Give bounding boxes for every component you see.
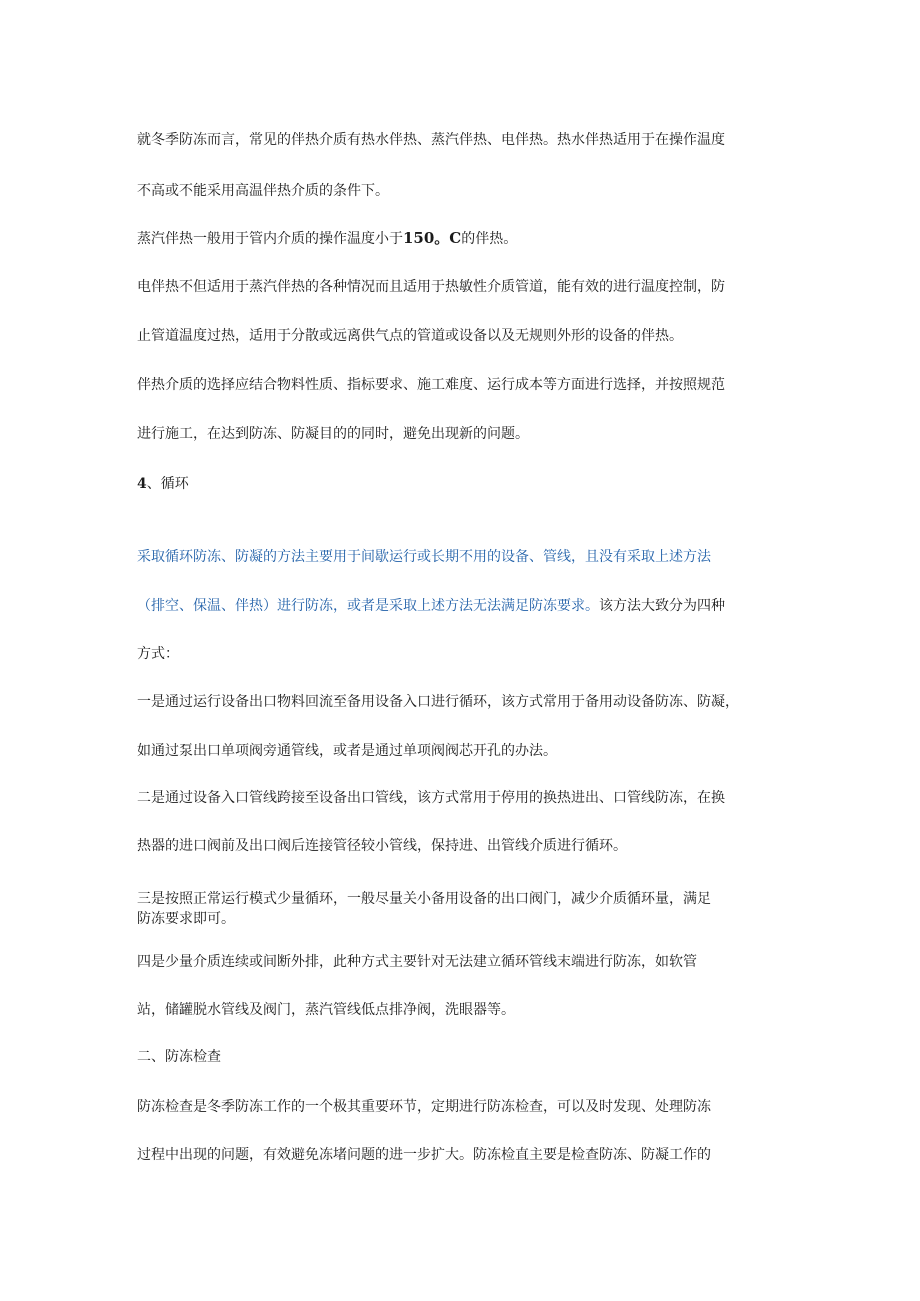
para-electric-tracing-line-2: 止管道温度过热，适用于分散或远离供气点的管道或设备以及无规则外形的设备的伴热。 <box>137 328 683 344</box>
circulation-highlight: （排空、保温、伴热）进行防冻，或者是采取上述方法无法满足防冻要求。 <box>137 598 599 614</box>
section-number: 4 <box>137 476 147 492</box>
para-selection-line-1: 伴热介质的选择应结合物料性质、指标要求、施工难度、运行成本等方面进行选择，并按照规范 <box>137 377 725 393</box>
para-inspection-line-2: 过程中出现的问题，有效避免冻堵问题的进一步扩大。防冻检直主要是检查防冻、防凝工作的 <box>137 1147 711 1163</box>
para-steam-tracing <box>137 228 517 249</box>
para-heat-tracing-line-2: 不高或不能采用高温伴热介质的条件下。 <box>137 183 389 199</box>
circulation-normal: 该方法大致分为四种 <box>599 598 725 614</box>
para-electric-tracing-line-1: 电伴热不但适用于蒸汽伴热的各种情况而且适用于热敏性介质管道，能有效的进行温度控制，防 <box>137 279 725 295</box>
para-method-three-line-1: 三是按照正常运行模式少量循环，一般尽量关小备用设备的出口阀门，减少介质循环量，满足 <box>137 891 711 907</box>
para-method-four-line-1: 四是少量介质连续或间断外排，此种方式主要针对无法建立循环管线末端进行防冻，如软管 <box>137 954 697 970</box>
para-inspection-line-1: 防冻检查是冬季防冻工作的一个极其重要环节，定期进行防冻检查，可以及时发现、处理防冻 <box>137 1099 711 1115</box>
para-circulation-line-2 <box>137 596 725 616</box>
para-heat-tracing-line-1: 就冬季防冻而言，常见的伴热介质有热水伴热、蒸汽伴热、电伴热。热水伴热适用于在操作温度 <box>137 132 725 148</box>
steam-temperature: 150。C <box>403 229 462 247</box>
section-heading-circulation <box>137 474 189 494</box>
para-selection-line-2: 进行施工，在达到防冻、防凝目的的同时，避免出现新的问题。 <box>137 426 529 442</box>
para-circulation-line-1: 采取循环防冻、防凝的方法主要用于间歇运行或长期不用的设备、管线，且没有采取上述方法 <box>137 549 711 565</box>
section-title: 、循环 <box>146 476 189 492</box>
para-method-two-line-1: 二是通过设备入口管线跨接至设备出口管线，该方式常用于停用的换热进出、口管线防冻，在换 <box>137 790 725 806</box>
steam-text: 蒸汽伴热一般用于管内介质的操作温度小于 <box>137 231 403 247</box>
para-method-one-line-2: 如通过泵出口单项阀旁通管线，或者是通过单项阀阀芯开孔的办法。 <box>137 743 557 759</box>
para-method-one-line-1: 一是通过运行设备出口物料回流至备用设备入口进行循环，该方式常用于备用动设备防冻、防凝， <box>137 694 739 710</box>
section-heading-inspection: 二、防冻检查 <box>137 1049 221 1065</box>
para-method-two-line-2: 热器的进口阀前及出口阀后连接管径较小管线，保持进、出管线介质进行循环。 <box>137 838 627 854</box>
para-method-three-line-2: 防冻要求即可。 <box>137 911 235 927</box>
para-method-four-line-2: 站，储罐脱水管线及阀门，蒸汽管线低点排净阀，洗眼器等。 <box>137 1002 515 1018</box>
steam-suffix: 的伴热。 <box>461 231 518 247</box>
para-circulation-line-3: 方式： <box>137 646 179 662</box>
